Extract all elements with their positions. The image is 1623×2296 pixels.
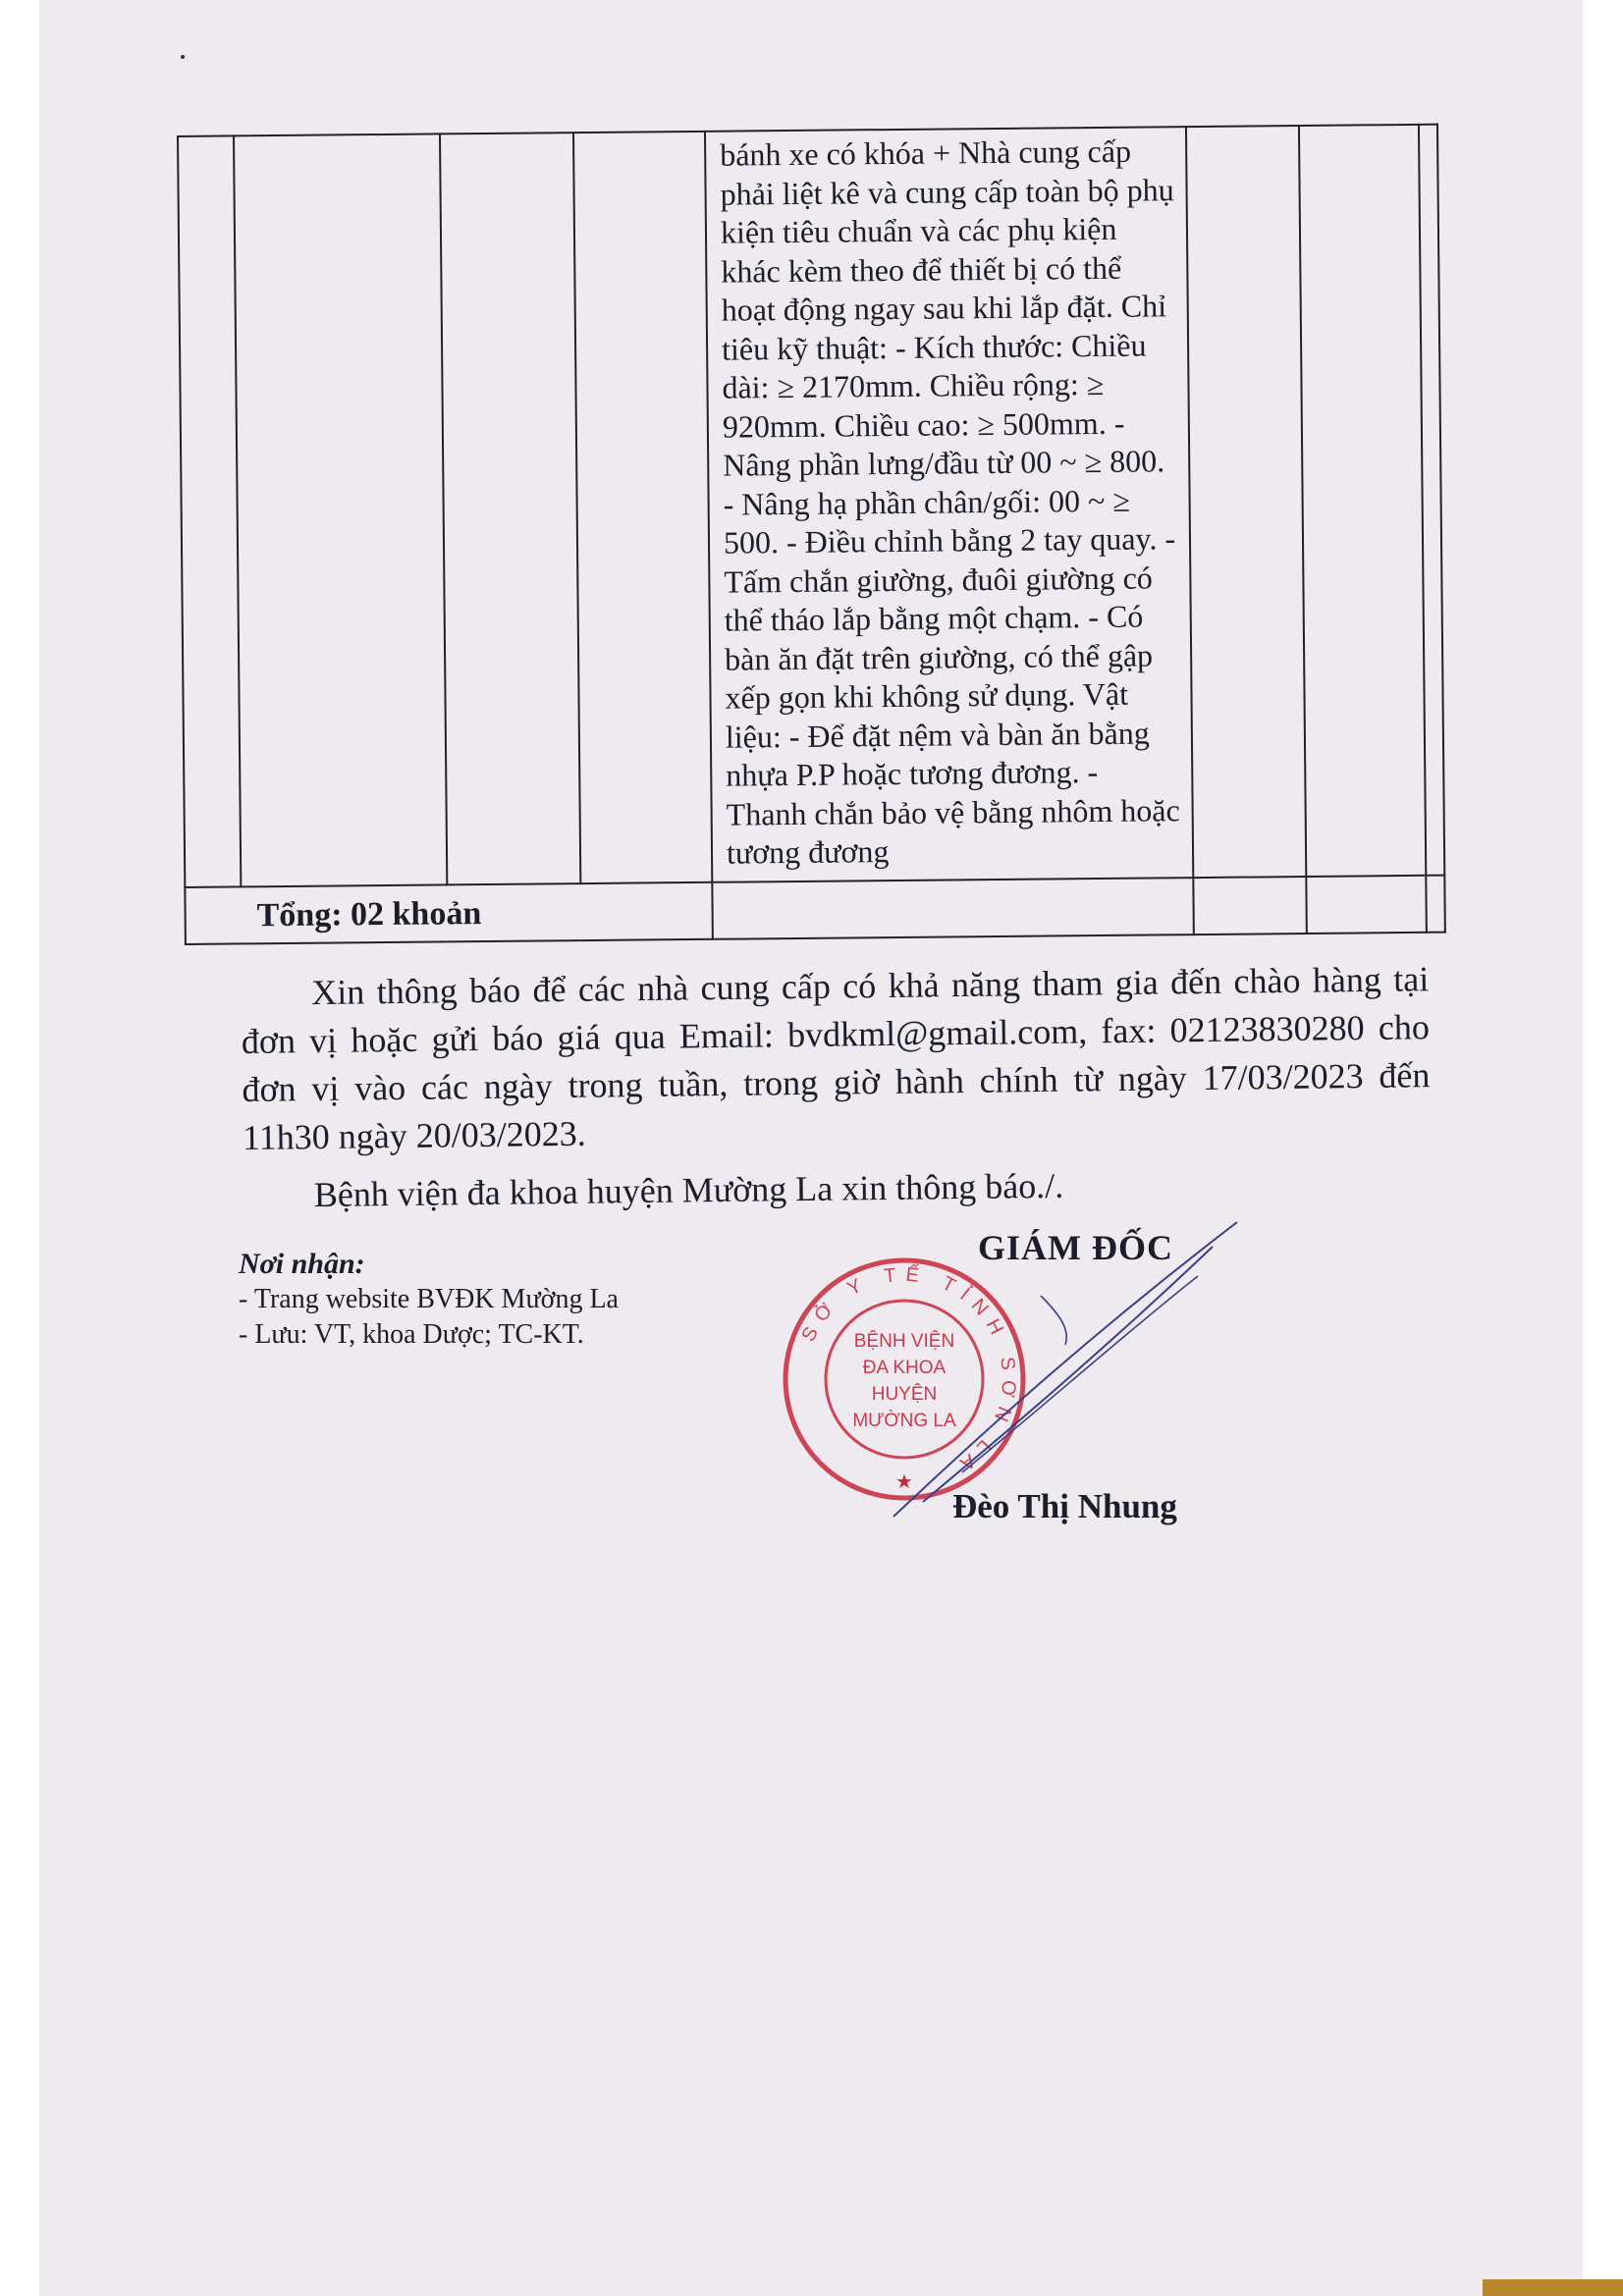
- spec-line: kiện tiêu chuẩn và các phụ kiện: [720, 210, 1117, 250]
- spec-line: phải liệt kê và cung cấp toàn bộ phụ: [720, 171, 1174, 212]
- signer-name: Đèo Thị Nhung: [952, 1487, 1177, 1525]
- recipients-heading: Nơi nhận:: [239, 1248, 365, 1280]
- director-title: GIÁM ĐỐC: [978, 1228, 1173, 1267]
- recipient-item: - Trang website BVĐK Mường La: [239, 1284, 619, 1314]
- technical-spec-cell: [705, 127, 1193, 881]
- table-cell: [1306, 875, 1427, 933]
- table-cell: [1299, 125, 1426, 877]
- spec-line: thể tháo lắp bằng một chạm. - Có: [724, 598, 1144, 638]
- svg-text:SỞ Y TẾ TỈNH SƠN LA: SỞ Y TẾ TỈNH SƠN LA: [797, 1263, 1020, 1480]
- spec-line: nhựa P.P hoặc tương đương. -: [726, 754, 1099, 793]
- spec-line: bàn ăn đặt trên giường, có thể gập: [724, 636, 1154, 677]
- spec-line: Nâng phần lưng/đầu từ 00 ~ ≥ 800.: [723, 443, 1165, 483]
- recipient-item: - Lưu: VT, khoa Dược; TC-KT.: [239, 1319, 584, 1350]
- notice-body: [241, 955, 1432, 1220]
- recipients-block: [239, 1247, 619, 1353]
- spec-line: liệu: - Để đặt nệm và bàn ăn bằng: [725, 715, 1150, 755]
- stamp-line: MƯỜNG LA: [852, 1411, 956, 1431]
- table-cell: [573, 132, 712, 883]
- scan-speck: [181, 55, 185, 59]
- spec-line: - Nâng hạ phần chân/gối: 00 ~ ≥: [723, 482, 1131, 522]
- table-cell: [1426, 875, 1445, 932]
- spec-line: khác kèm theo để thiết bị có thể: [721, 249, 1122, 290]
- table-cell: [712, 878, 1194, 939]
- spec-line: Tấm chắn giường, đuôi giường có: [724, 559, 1153, 600]
- scan-edge-strip: [1483, 2279, 1623, 2296]
- spec-line: dài: ≥ 2170mm. Chiều rộng: ≥: [722, 365, 1105, 405]
- spec-line: 920mm. Chiều cao: ≥ 500mm. -: [722, 404, 1125, 445]
- closing-paragraph: Bệnh viện đa khoa huyện Mường La xin thông báo./.: [313, 1165, 1064, 1215]
- table-cell: [178, 135, 241, 886]
- spec-line: xếp gọn khi không sử dụng. Vật: [725, 675, 1129, 716]
- total-label: Tổng: 02 khoản: [185, 881, 713, 943]
- spec-line: bánh xe có khóa + Nhà cung cấp: [720, 133, 1132, 173]
- spec-line: tiêu kỹ thuật: - Kích thước: Chiều: [721, 327, 1147, 367]
- stamp-line: HUYỆN: [871, 1384, 938, 1405]
- spec-line: 500. - Điều chỉnh bằng 2 tay quay. -: [723, 520, 1176, 561]
- technical-spec-text: [720, 132, 1182, 873]
- stamp-line: BỆNH VIỆN: [853, 1331, 955, 1352]
- table-cell: [1193, 876, 1307, 934]
- table-cell: [234, 133, 447, 885]
- spec-line: tương đương: [726, 833, 890, 871]
- spec-line: hoạt động ngay sau khi lắp đặt. Chỉ: [721, 288, 1167, 328]
- table-cell: [440, 133, 580, 884]
- equipment-table: [177, 124, 1446, 945]
- stamp-line: ĐA KHOA: [862, 1358, 947, 1378]
- star-icon: ★: [895, 1469, 913, 1493]
- spec-line: Thanh chắn bảo vệ bằng nhôm hoặc: [726, 791, 1180, 832]
- total-row: [185, 875, 1444, 943]
- notice-paragraph: Xin thông báo để các nhà cung cấp có khả năng tham gia đến chào hàng tại đơn vị hoặc gửi báo giá qua Email: bvdkml@gmail.com, fax: 02123830280 cho đơn vị vào các ngày trong tuần, trong giờ hành chính từ ngày 17/03/2023 đến 11h30 ngày 20/03/2023.: [241, 959, 1431, 1157]
- table-row: [178, 125, 1444, 887]
- table-cell: [1186, 126, 1306, 878]
